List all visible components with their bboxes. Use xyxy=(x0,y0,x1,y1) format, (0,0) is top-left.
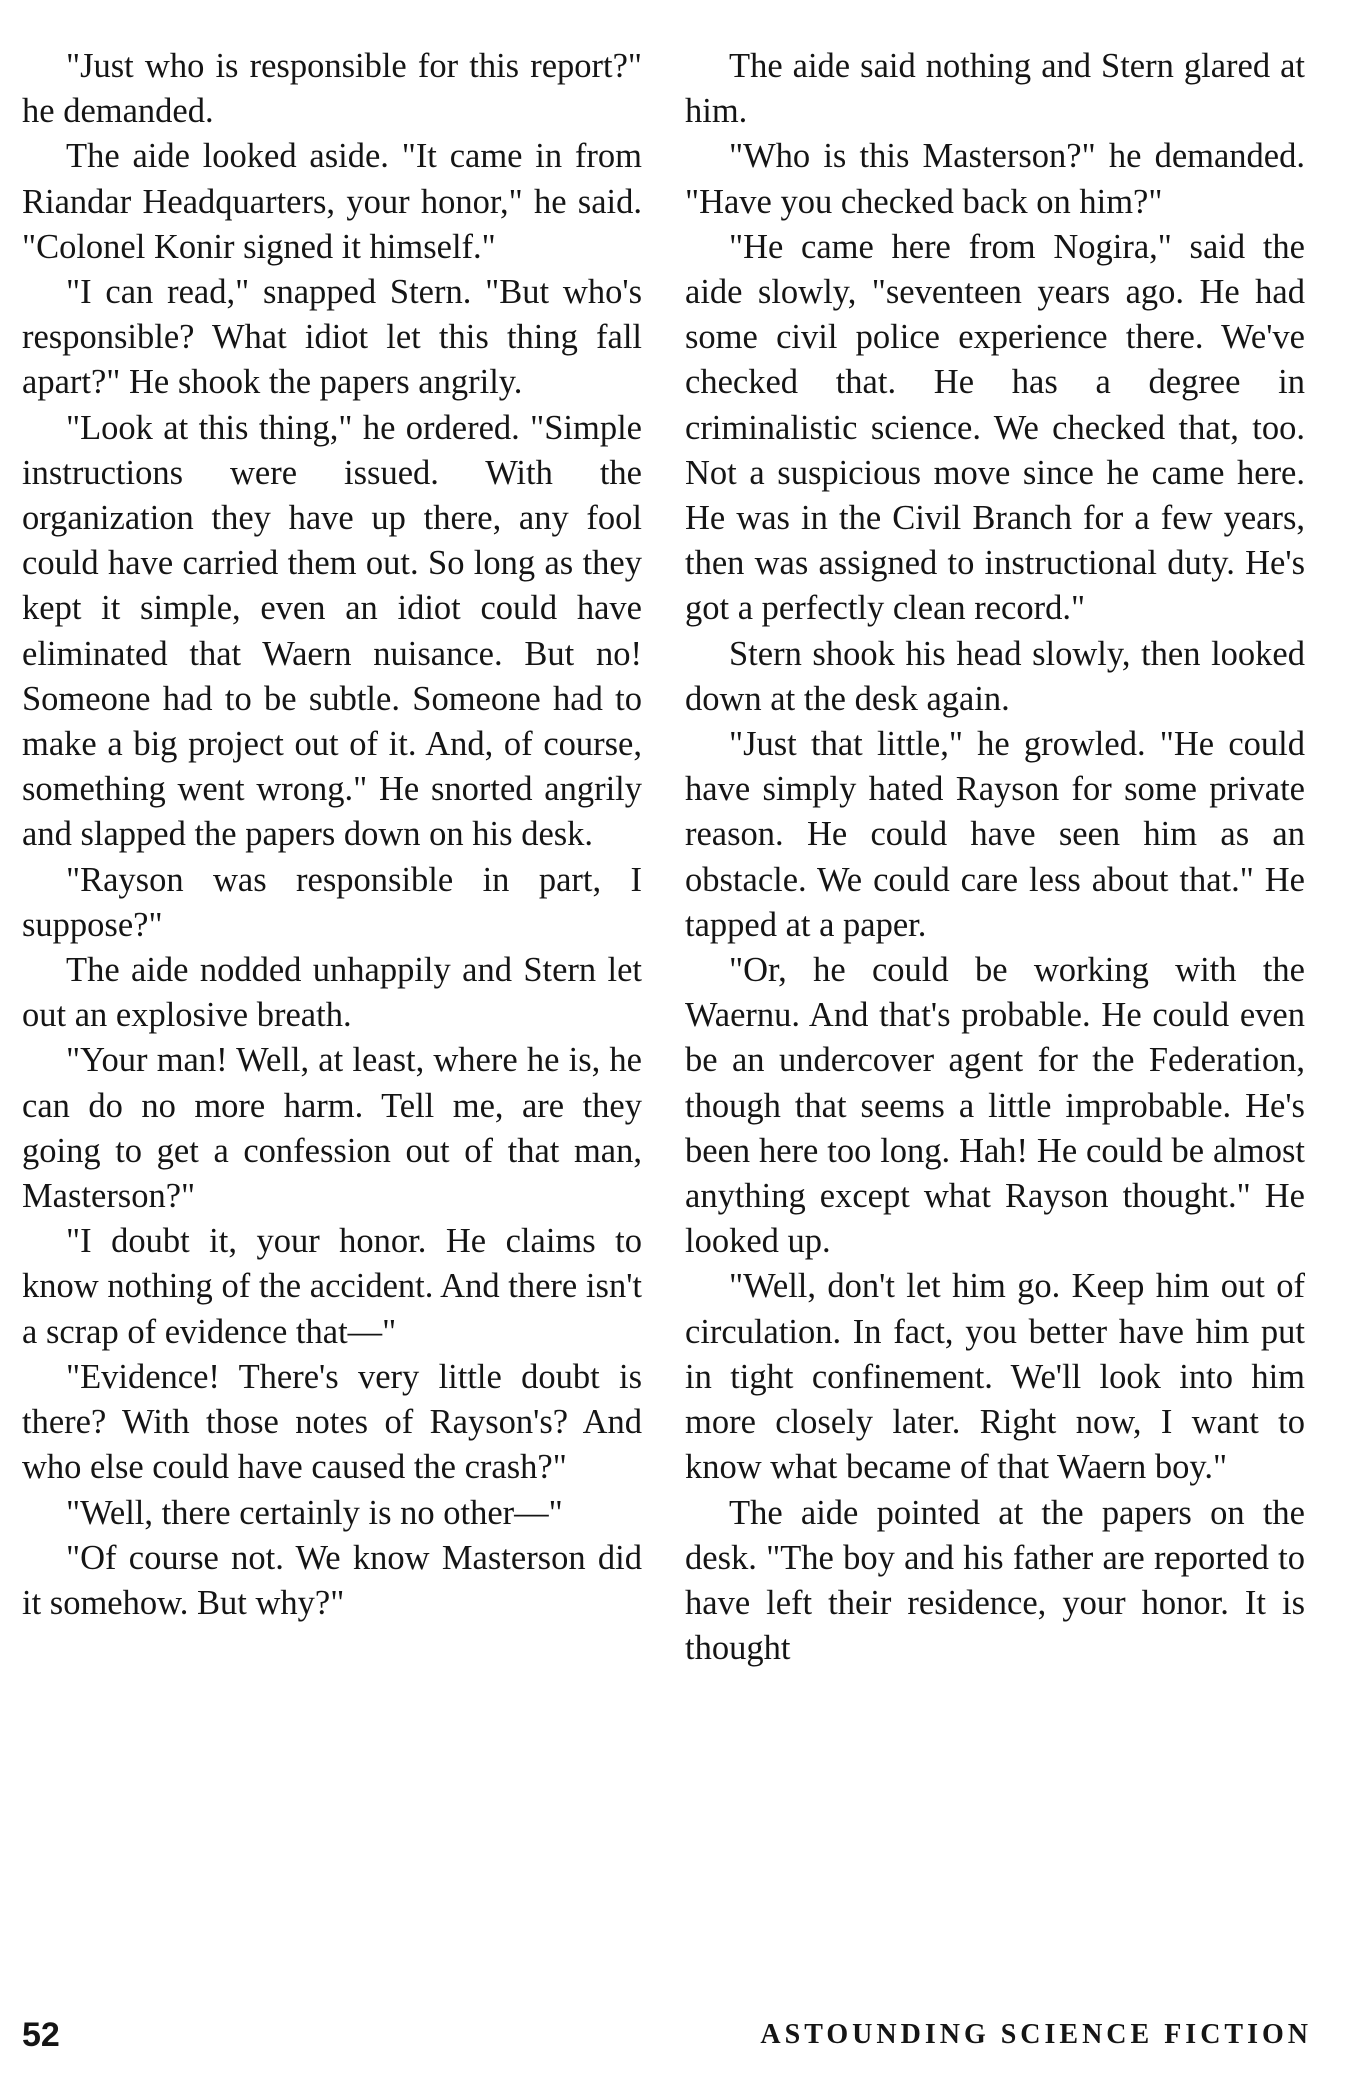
paragraph: The aide pointed at the papers on the desk. "The boy and his father are reported to have left their residence, your honor. It is thought xyxy=(685,1493,1305,1668)
paragraph: Stern shook his head slowly, then looked down at the desk again. xyxy=(685,634,1305,718)
paragraph: "Evidence! There's very little doubt is there? With those notes of Rayson's? And who else could have caused the crash?" xyxy=(22,1357,642,1487)
paragraph: "Just that little," he growled. "He could have simply hated Rayson for some private reason. He could have seen him as an obstacle. We could care less about that." He tapped at a paper. xyxy=(685,725,1305,944)
paragraph: "Well, don't let him go. Keep him out of circulation. In fact, you better have him put in tight confinement. We'll look into him more closely later. Right now, I want to know what became of that Waern boy." xyxy=(685,1267,1305,1487)
magazine-title: ASTOUNDING SCIENCE FICTION xyxy=(760,2019,1312,2050)
paragraph: "I can read," snapped Stern. "But who's responsible? What idiot let this thing fall apart?" He shook the papers angrily. xyxy=(22,273,642,402)
paragraph: "Just who is responsible for this report?" he demanded. xyxy=(22,47,642,131)
paragraph: "Who is this Masterson?" he demanded. "Have you checked back on him?" xyxy=(685,137,1305,221)
paragraph: The aide nodded unhappily and Stern let out an explosive breath. xyxy=(22,951,642,1035)
paragraph: "Well, there certainly is no other—" xyxy=(66,1493,563,1532)
page-number: 52 xyxy=(22,2016,60,2054)
paragraph: "Look at this thing," he ordered. "Simple instructions were issued. With the organization they have up there, any fool could have carried them out. So long as they kept it simple, even an idiot could have eliminated that Waern nuisance. But no! Someone had to be subtle. Someone had to make a big project out of it. And, of course, something went wrong." He snorted angrily and slapped the papers down on his desk. xyxy=(22,408,642,854)
paragraph: "Or, he could be working with the Waernu. And that's probable. He could even be an undercover agent for the Federation, though that seems a little improbable. He's been here too long. Hah! He could be almost anything except what Rayson thought." He looked up. xyxy=(685,951,1305,1261)
right-text-column xyxy=(685,44,1305,1671)
page-footer xyxy=(22,2015,1312,2055)
paragraph: The aide said nothing and Stern glared at him. xyxy=(685,47,1305,131)
paragraph: "I doubt it, your honor. He claims to know nothing of the accident. And there isn't a scrap of evidence that—" xyxy=(22,1222,642,1351)
paragraph: "Rayson was responsible in part, I suppose?" xyxy=(22,860,642,944)
paragraph: The aide looked aside. "It came in from Riandar Headquarters, your honor," he said. "Colonel Konir signed it himself." xyxy=(22,137,642,266)
paragraph: "Of course not. We know Masterson did it somehow. But why?" xyxy=(22,1538,642,1622)
paragraph: "Your man! Well, at least, where he is, he can do no more harm. Tell me, are they going to get a confession out of that man, Masterson?" xyxy=(22,1041,642,1216)
left-text-column xyxy=(22,44,642,1626)
paragraph: "He came here from Nogira," said the aide slowly, "seventeen years ago. He had some civil police experience there. We've checked that. He has a degree in criminalistic science. We checked that, too. Not a suspicious move since he came here. He was in the Civil Branch for a few years, then was assigned to instructional duty. He's got a perfectly clean record." xyxy=(685,227,1305,628)
